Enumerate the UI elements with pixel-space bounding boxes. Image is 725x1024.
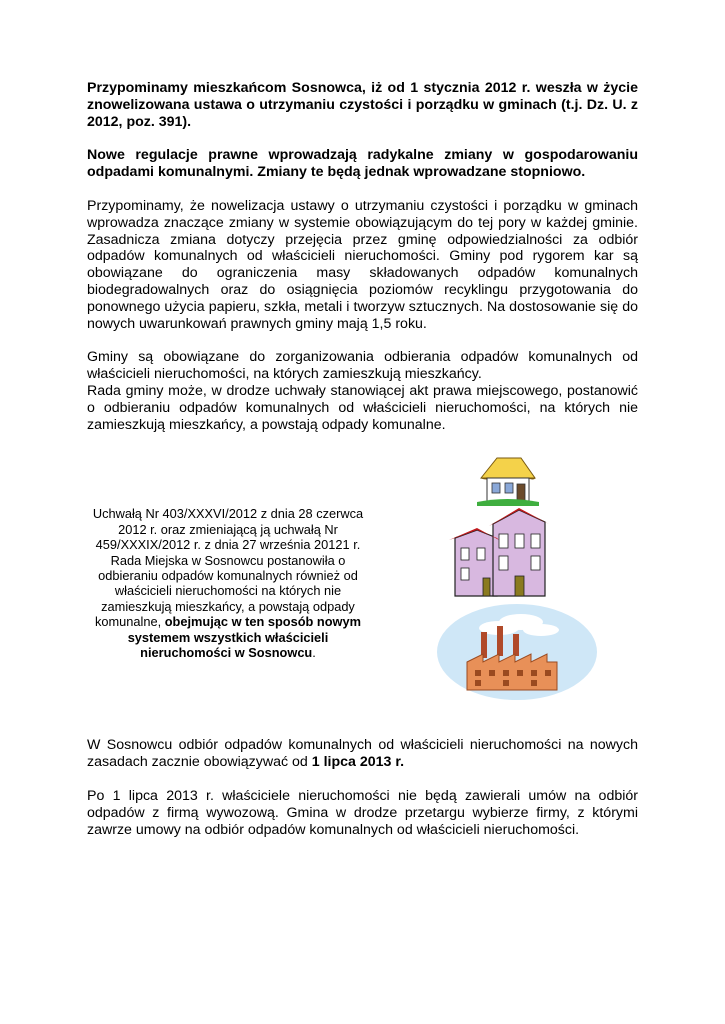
document-page xyxy=(87,80,638,838)
callout-end-text: . xyxy=(312,645,316,660)
start-date-bold: 1 lipca 2013 r. xyxy=(311,754,405,771)
apartment-blocks-icon xyxy=(449,508,549,596)
paragraph-rada-gminy: Rada gminy może, w drodze uchwały stanowiącej akt prawa miejscowego, postanowić o odbieraniu odpadów komunalnych od właścicieli nieruchomości, na których nie zamieszkują mieszkańcy, a powstają odpady komunalne. xyxy=(87,382,638,433)
callout-bold-text: obejmując w ten sposób nowym systemem wszystkich właścicieli nieruchomości w Sosnowcu xyxy=(127,614,361,660)
paragraph-start-date xyxy=(87,737,638,771)
paragraph-obowiazki-gmin: Gminy są obowiązane do zorganizowania odbierania odpadów komunalnych od właścicieli nieruchomości, na których zamieszkują mieszkańcy. xyxy=(87,349,638,383)
paragraph-po-1-lipca: Po 1 lipca 2013 r. właściciele nieruchomości nie będą zawierali umów na odbiór odpadów z firmą wywozową. Gmina w drodze przetargu wybierze firmy, z którymi zawrze umowy na odbiór odpadów komunalnych od właścicieli nieruchomości. xyxy=(87,787,638,838)
intro-paragraph: Przypominamy mieszkańcom Sosnowca, iż od 1 stycznia 2012 r. weszła w życie znowelizowana ustawa o utrzymaniu czystości i porządku w gminach (t.j. Dz. U. z 2012, poz. 391). xyxy=(87,80,638,130)
callout-normal-text: Uchwałą Nr 403/XXXVI/2012 z dnia 28 czerwca 2012 r. oraz zmieniającą ją uchwałą Nr 459/XXXIX/2012 r. z dnia 27 września 20121 r. Rada Miejska w Sosnowcu postanowiła o odbieraniu odpadów komunalnych również od właścicieli nieruchomości na których nie zamieszkują mieszkańcy, a powstają odpady komunalne, xyxy=(92,506,364,630)
small-house-icon xyxy=(477,458,539,506)
buildings-illustration xyxy=(437,450,597,715)
lead-paragraph: Nowe regulacje prawne wprowadzają radykalne zmiany w gospodarowaniu odpadami komunalnymi. Zmiany te będą jednak wprowadzane stopniowo. xyxy=(87,147,638,181)
start-date-text: W Sosnowcu odbiór odpadów komunalnych od właścicieli nieruchomości na nowych zasadach zacznie obowiązywać od xyxy=(87,737,638,771)
callout-section xyxy=(87,450,638,715)
paragraph-nowelizacja: Przypominamy, że nowelizacja ustawy o utrzymaniu czystości i porządku w gminach wprowadza znaczące zmiany w systemie obowiązującym do tej pory w każdej gminie. Zasadnicza zmiana dotyczy przejęcia przez gminę odpowiedzialności za odbiór odpadów komunalnych od właścicieli nieruchomości. Gminy pod rygorem kar są obowiązane do ograniczenia masy składowanych odpadów komunalnych biodegradowalnych oraz do osiągnięcia poziomów recyklingu przygotowania do ponownego użycia papieru, szkła, metali i tworzyw sztucznych. Na dostosowanie się do nowych uwarunkowań prawnych gminy mają 1,5 roku. xyxy=(87,197,638,332)
factory-icon xyxy=(437,604,597,700)
callout-text xyxy=(87,506,369,660)
